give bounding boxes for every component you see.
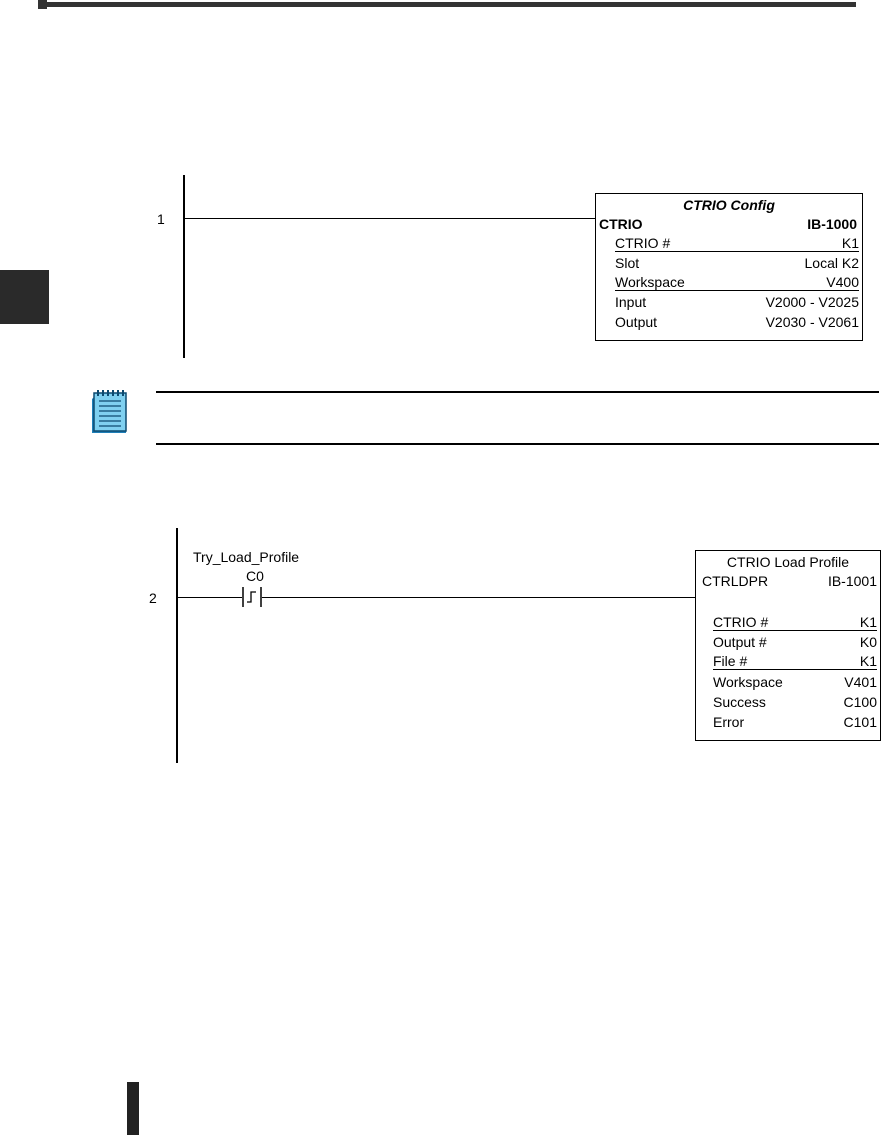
param-value: K0 — [859, 634, 877, 650]
note-top-rule — [156, 391, 879, 393]
param-row — [713, 674, 877, 690]
param-value: C100 — [843, 694, 877, 710]
param-value: V401 — [844, 674, 877, 690]
param-value: Local K2 — [804, 255, 859, 271]
param-value: V2030 - V2061 — [765, 314, 859, 330]
param-row — [713, 614, 877, 631]
param-value: K1 — [841, 235, 859, 251]
param-row — [615, 314, 859, 330]
param-row — [615, 274, 859, 291]
param-label: File # — [713, 653, 748, 669]
left-power-rail-2 — [176, 528, 178, 763]
box-code: IB-1001 — [827, 573, 877, 589]
param-label: Output # — [713, 634, 767, 650]
param-value: C101 — [843, 714, 877, 730]
param-label: Output — [615, 314, 658, 330]
param-value: V400 — [826, 274, 859, 290]
box-title: CTRIO Config — [683, 197, 775, 213]
rung-wire-2b — [262, 597, 696, 598]
param-label: Input — [615, 294, 647, 310]
param-row — [615, 255, 859, 271]
param-label: Success — [713, 694, 766, 710]
box-mnemonic: CTRLDPR — [702, 573, 769, 589]
param-row — [615, 235, 859, 252]
header-marker — [38, 0, 47, 9]
contact-nickname: Try_Load_Profile — [193, 549, 300, 565]
header-rule — [38, 2, 856, 7]
positive-edge-contact-icon[interactable] — [240, 587, 264, 607]
rung-wire-2a — [178, 597, 242, 598]
param-value: K1 — [859, 653, 877, 669]
param-value: V2000 - V2025 — [765, 294, 859, 310]
param-label: Error — [713, 714, 745, 730]
param-label: CTRIO # — [615, 235, 671, 251]
box-mnemonic: CTRIO — [599, 216, 643, 232]
chapter-tab — [0, 270, 49, 324]
param-label: Slot — [615, 255, 640, 271]
param-row — [713, 694, 877, 710]
param-label: Workspace — [615, 274, 685, 290]
param-row — [713, 714, 877, 730]
param-row — [713, 634, 877, 650]
ctrio-config-box[interactable] — [595, 193, 863, 341]
ctrio-load-profile-box[interactable] — [695, 550, 881, 741]
box-header-row — [599, 216, 857, 232]
param-row — [615, 294, 859, 310]
box-code: IB-1000 — [807, 216, 857, 232]
note-bottom-rule — [156, 443, 879, 445]
note-icon — [88, 389, 130, 439]
rung-number-1: 1 — [157, 211, 165, 227]
footer-marker — [127, 1082, 139, 1135]
rung-wire-1 — [185, 218, 596, 219]
param-row — [713, 653, 877, 670]
box-title: CTRIO Load Profile — [726, 554, 850, 570]
param-label: CTRIO # — [713, 614, 769, 630]
param-value: K1 — [859, 614, 877, 630]
param-label: Workspace — [713, 674, 783, 690]
box-header-row — [702, 573, 877, 589]
left-power-rail-1 — [183, 175, 185, 358]
rung-number-2: 2 — [149, 590, 157, 606]
contact-address: C0 — [246, 568, 264, 584]
